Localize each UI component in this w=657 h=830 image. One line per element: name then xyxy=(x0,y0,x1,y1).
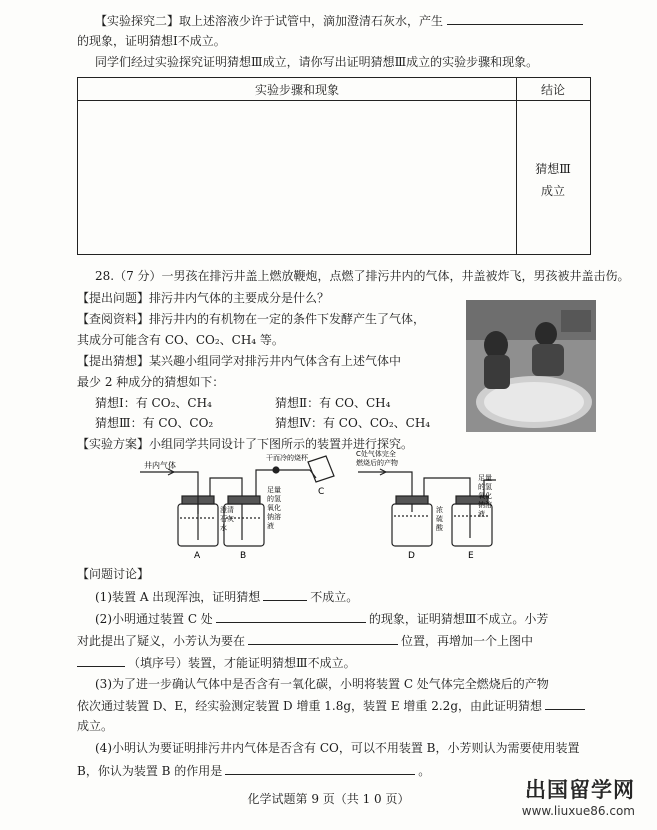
steps-answer-area[interactable] xyxy=(80,102,514,252)
answer-table xyxy=(77,77,591,255)
sewer-photo xyxy=(466,300,596,432)
guess-line-2: 最少 2 种成分的猜想如下： xyxy=(77,375,225,389)
instruction-line: 同学们经过实验探究证明猜想Ⅲ成立，请你写出证明猜想Ⅲ成立的实验步骤和现象。 xyxy=(95,55,539,69)
exp-two-line: 【实验探究二】取上述溶液少许于试管中，滴加澄清石灰水，产生 xyxy=(95,12,583,29)
lookup-line-2: 其成分可能含有 CO、CO₂、CH₄ 等。 xyxy=(77,333,284,347)
q3-blank[interactable] xyxy=(545,697,585,710)
label-e: E xyxy=(468,551,474,560)
q28-intro: 28.（7 分）一男孩在排污井盖上燃放鞭炮，点燃了排污井内的气体，井盖被炸飞，男孩被井盖击伤。 xyxy=(95,269,630,283)
label-b: B xyxy=(240,551,247,560)
exp-two-line-2: 的现象，证明猜想Ⅰ不成立。 xyxy=(77,34,226,48)
discussion-q3-line1: (3)为了进一步确认气体中是否含有一氧化碳，小明将装置 C 处气体完全燃烧后的产物 xyxy=(95,677,549,691)
inlet-label: 井内气体 xyxy=(144,461,176,470)
svg-text:石灰: 石灰 xyxy=(220,515,234,523)
answer-blank[interactable] xyxy=(447,12,583,25)
discussion-q2-line2: 对此提出了疑义，小芳认为要在 位置，再增加一个上图中 xyxy=(77,634,534,648)
discussion-q4-line2: B，你认为装置 B 的作用是 。 xyxy=(77,764,431,778)
dry-beaker-label: 干而冷的烧杯 xyxy=(266,454,308,462)
discussion-q4-line1: (4)小明认为要证明排污井内气体是否含有 CO，可以不用装置 B，小芳则认为需要使用装置 xyxy=(95,741,580,755)
q2-device-blank[interactable] xyxy=(77,654,125,667)
plan-line: 【实验方案】小组同学共同设计了下图所示的装置并进行探究。 xyxy=(77,437,414,451)
conclusion-cell: 猜想Ⅲ 成立 xyxy=(535,162,571,198)
q2-phenomenon-blank[interactable] xyxy=(216,610,366,623)
discussion-q1: (1)装置 A 出现浑浊，证明猜想 不成立。 xyxy=(95,590,359,604)
svg-text:的氢: 的氢 xyxy=(267,495,281,503)
hypothesis-4: 猜想Ⅳ：有 CO、CO₂、CH₄ xyxy=(275,416,431,430)
watermark xyxy=(522,774,635,818)
lookup-line-1: 【查阅资料】排污井内的有机物在一定的条件下发酵产生了气体， xyxy=(77,312,426,326)
c-note-2: 燃烧后的产物 xyxy=(356,459,398,467)
lime-water-label: 澄清 xyxy=(220,506,234,514)
svg-text:氧化: 氧化 xyxy=(478,492,492,500)
svg-text:液: 液 xyxy=(267,522,274,530)
naoh-label-b: 足量 xyxy=(267,486,281,494)
naoh-label-e: 足量 xyxy=(478,474,492,482)
q1-blank[interactable] xyxy=(263,588,307,601)
svg-text:液: 液 xyxy=(478,510,485,518)
table-col-conclusion: 结论 xyxy=(540,83,565,97)
q2-position-blank[interactable] xyxy=(248,632,398,645)
svg-text:氧化: 氧化 xyxy=(267,504,281,512)
hypothesis-3: 猜想Ⅲ：有 CO、CO₂ xyxy=(95,416,214,430)
page-footer: 化学试题第 9 页（共 1 0 页） xyxy=(247,792,410,806)
ask-question: 【提出问题】排污井内气体的主要成分是什么？ xyxy=(77,291,330,305)
discussion-q3-line3: 成立。 xyxy=(77,719,114,733)
svg-text:的氢: 的氢 xyxy=(478,483,492,491)
guess-line-1: 【提出猜想】某兴趣小组同学对排污井内气体含有上述气体中 xyxy=(77,354,402,368)
discussion-q2-line1: (2)小明通过装置 C 处 的现象，证明猜想Ⅲ不成立。小芳 xyxy=(95,612,549,626)
label-d: D xyxy=(408,551,415,560)
apparatus-diagram xyxy=(140,448,500,560)
hypothesis-1: 猜想Ⅰ：有 CO₂、CH₄ xyxy=(95,396,212,410)
table-col-steps: 实验步骤和现象 xyxy=(254,83,339,97)
svg-text:硫: 硫 xyxy=(436,515,443,523)
q4-blank[interactable] xyxy=(225,762,415,775)
svg-text:钠溶: 钠溶 xyxy=(478,501,492,509)
label-a: A xyxy=(194,551,201,560)
svg-text:水: 水 xyxy=(220,524,227,532)
discussion-heading: 【问题讨论】 xyxy=(77,567,150,581)
svg-text:钠溶: 钠溶 xyxy=(267,513,281,521)
hypothesis-2: 猜想Ⅱ：有 CO、CH₄ xyxy=(275,396,391,410)
watermark-name: 出国留学网 xyxy=(525,778,635,802)
watermark-url: www.liuxue86.com xyxy=(521,804,635,818)
discussion-q3-line2: 依次通过装置 D、E，经实验测定装置 D 增重 1.8g，装置 E 增重 2.2g，由此证明猜想 xyxy=(77,697,585,714)
svg-text:酸: 酸 xyxy=(436,524,443,532)
label-c: C xyxy=(318,487,325,497)
c-note-1: C处气体完全 xyxy=(356,450,396,458)
discussion-q2-line3: （填序号）装置，才能证明猜想Ⅲ不成立。 xyxy=(77,654,356,671)
sulfuric-acid-label: 浓 xyxy=(436,506,443,514)
